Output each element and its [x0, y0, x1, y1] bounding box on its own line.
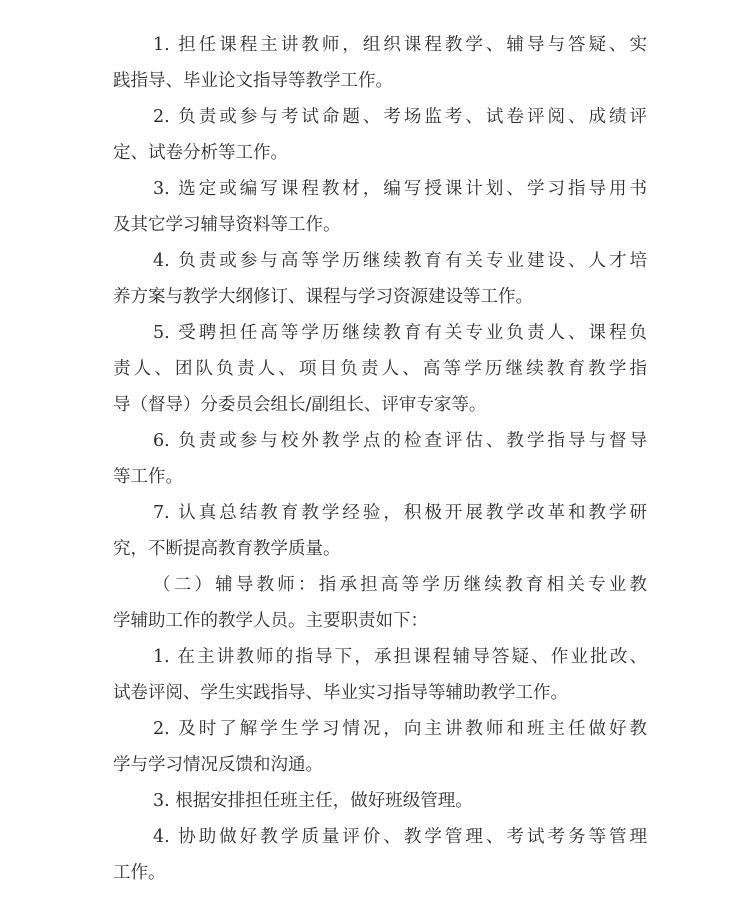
paragraph-line: 4. 协助做好教学质量评价、教学管理、考试考务等管理 — [153, 827, 647, 847]
section-heading-paragraph — [113, 567, 647, 639]
paragraph-line: 3. 选定或编写课程教材，编写授课计划、学习指导用书 — [153, 179, 647, 199]
paragraph-line: 7. 认真总结教育教学经验，积极开展教学改革和教学研 — [153, 503, 647, 523]
paragraph-line: 及其它学习辅导资料等工作。 — [113, 215, 341, 235]
document-body — [113, 27, 647, 891]
paragraph-line: 究，不断提高教育教学质量。 — [113, 539, 341, 559]
paragraph — [113, 711, 647, 783]
paragraph-line: 6. 负责或参与校外教学点的检查评估、教学指导与督导 — [153, 431, 647, 451]
paragraph-line: 学与学习情况反馈和沟通。 — [113, 755, 323, 775]
paragraph-line: 等工作。 — [113, 467, 183, 487]
paragraph — [113, 495, 647, 567]
paragraph-line: （二）辅导教师：指承担高等学历继续教育相关专业教 — [153, 575, 647, 595]
paragraph-line: 4. 负责或参与高等学历继续教育有关专业建设、人才培 — [153, 251, 647, 271]
paragraph — [113, 99, 647, 171]
paragraph-line: 养方案与教学大纲修订、课程与学习资源建设等工作。 — [113, 287, 533, 307]
paragraph-line: 导（督导）分委员会组长/副组长、评审专家等。 — [113, 395, 487, 415]
paragraph-line: 践指导、毕业论文指导等教学工作。 — [113, 71, 393, 91]
paragraph-line: 5. 受聘担任高等学历继续教育有关专业负责人、课程负 — [153, 323, 647, 343]
paragraph — [113, 819, 647, 891]
paragraph-line: 2. 负责或参与考试命题、考场监考、试卷评阅、成绩评 — [153, 107, 647, 127]
paragraph-line: 定、试卷分析等工作。 — [113, 143, 288, 163]
paragraph — [113, 639, 647, 711]
paragraph-line: 1. 在主讲教师的指导下，承担课程辅导答疑、作业批改、 — [153, 647, 647, 667]
paragraph — [113, 423, 647, 495]
paragraph-line: 试卷评阅、学生实践指导、毕业实习指导等辅助教学工作。 — [113, 683, 568, 703]
paragraph-line: 1. 担任课程主讲教师，组织课程教学、辅导与答疑、实 — [153, 35, 647, 55]
paragraph-line: 工作。 — [113, 863, 166, 883]
paragraph — [113, 171, 647, 243]
paragraph — [113, 783, 647, 819]
paragraph — [113, 27, 647, 99]
paragraph-line: 责人、团队负责人、项目负责人、高等学历继续教育教学指 — [113, 359, 647, 379]
paragraph — [113, 243, 647, 315]
paragraph-line: 学辅助工作的教学人员。主要职责如下： — [113, 611, 428, 631]
paragraph — [113, 315, 647, 423]
paragraph-line: 3. 根据安排担任班主任，做好班级管理。 — [153, 791, 473, 811]
paragraph-line: 2. 及时了解学生学习情况，向主讲教师和班主任做好教 — [153, 719, 647, 739]
